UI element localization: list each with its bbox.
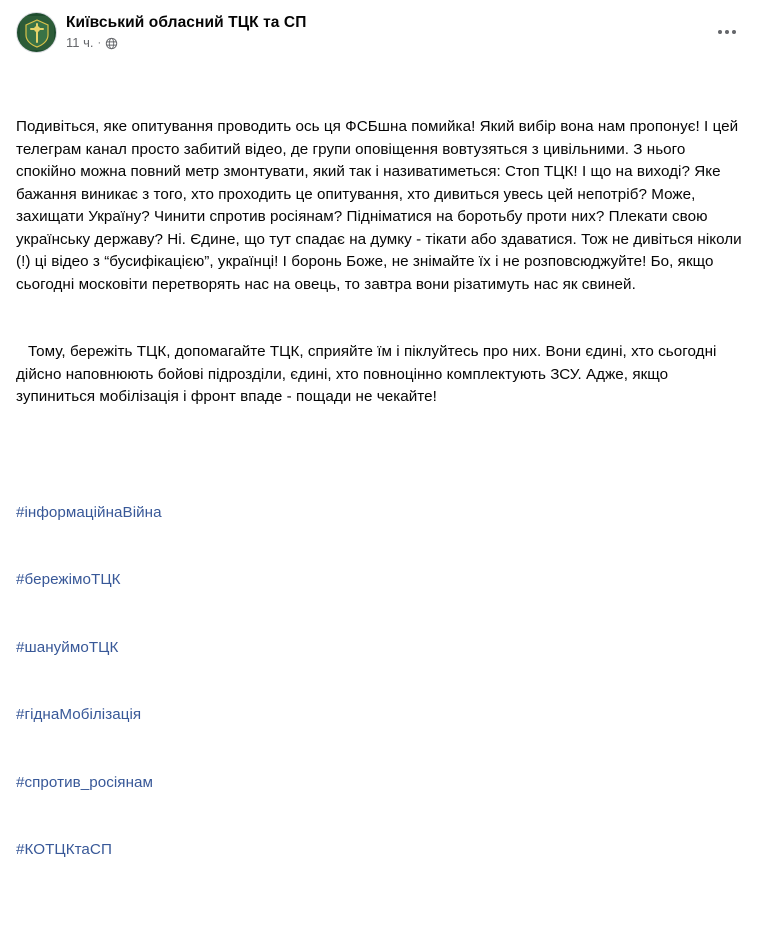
hashtag-link[interactable]: #гіднаМобілізація [16,706,142,723]
military-emblem-avatar-icon [20,16,54,50]
avatar[interactable] [16,12,57,53]
post-paragraph-2: Тому, бережіть ТЦК, допомагайте ТЦК, сприяйте їм і піклуйтесь про них. Вони єдині, хто сьогодні дійсно наповнюють бойові підрозділи, єдині, хто повноцінно комплектують ЗСУ. Адже, якщо зупиниться мобілізація і фронт впаде - пощади не чекайте! [16,343,721,405]
more-options-dot [718,30,722,34]
hashtag-list [16,457,744,907]
post-timestamp[interactable]: 11 ч. [66,35,94,50]
hashtag-link[interactable]: #шануймоТЦК [16,638,119,656]
more-options-dot [725,30,729,34]
post-header-text [66,12,306,51]
post-body [16,71,747,952]
post-paragraph-1: Подивіться, яке опитування проводить ось ця ФСБшна помийка! Який вибір вона нам пропонує! І цей телеграм канал просто забитий відео, де групи оповіщення вовтузяться з цивільними. З нього спокійно можна повний метр змонтувати, який так і називатиметься: Стоп ТЦК! І що на виході? Яке бажання виникає з того, хто проходить це опитування, хто дивиться увесь цей непотріб? Може, захищати Україну? Чинити спротив росіянам? Підніматися на боротьбу проти них? Плекати свою українську державу? Ні. Єдине, що тут спадає на думку - тікати або здаватися. Тож не дивіться ніколи (!) ці відео з “бусифікацією”, українці! І боронь Боже, не знімайте їх і не розповсюджуйте! Бо, якщо сьогодні московіти перетворять нас на овець, то завтра вони різатимуть нас як свиней. [16,118,747,293]
hashtag-link[interactable]: #інформаційнаВійна [16,503,162,521]
globe-icon[interactable] [105,37,118,50]
meta-separator: · [97,37,102,49]
post-header [16,12,744,59]
more-options-button[interactable] [710,20,744,44]
hashtag-link[interactable]: #бережімоТЦК [16,571,121,588]
hashtag-link[interactable]: #спротив_росіянам [16,773,153,791]
hashtag-link[interactable]: #КОТЦКтаСП [16,841,112,858]
page-name[interactable]: Київський обласний ТЦК та СП [66,14,307,31]
more-options-dot [732,30,736,34]
post-meta [66,35,306,51]
